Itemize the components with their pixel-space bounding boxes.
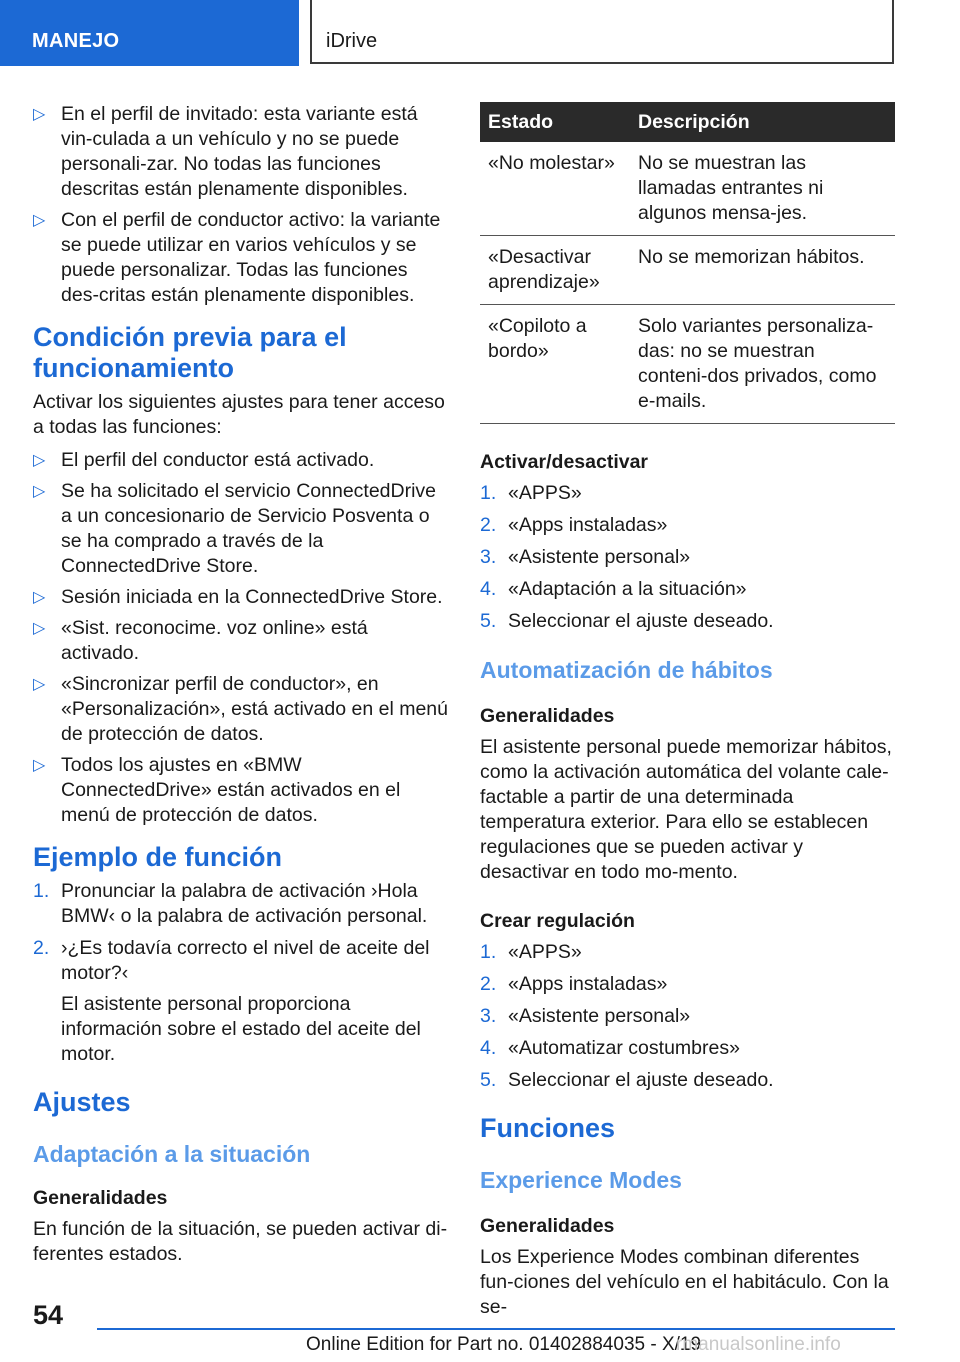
footer-rule [97,1328,895,1330]
table-cell: Solo variantes personaliza-das: no se muestran conteni-dos privados, como e-mails. [630,305,895,424]
list-item: ▷ Todos los ajustes en «BMW ConnectedDrive» están activados en el menú de protección de datos. [33,754,401,826]
list-item: ▷ Sesión iniciada en la ConnectedDrive Store. [33,586,443,608]
list-item: ▷ El perfil del conductor está activado. [33,449,375,471]
step-number: 1. [480,941,497,963]
table-cell: «Copiloto a bordo» [480,305,630,424]
triangle-bullet-icon: ▷ [33,757,46,774]
list-item: 1. Pronunciar la palabra de activación ›Hola BMW‹ o la palabra de activación personal. [33,880,428,927]
edition-note: Online Edition for Part no. 01402884035 - X/19 [306,1334,702,1355]
triangle-bullet-icon: ▷ [33,483,46,500]
chapter-title: iDrive [326,30,378,52]
column-header: Estado [480,102,630,142]
triangle-bullet-icon: ▷ [33,452,46,469]
step-number: 2. [480,514,497,536]
list-item: ▷ «Sist. reconocime. voz online» está activado. [33,617,368,664]
step-number: 3. [480,546,497,568]
step-number: 1. [480,482,497,504]
habits-text: El asistente personal puede memorizar hábitos, como la activación automática del volante cale-factable a partir de una determinada temperatura exterior. Para ello se establecen regulaciones que se pueden activar y desactivar en todo mo-mento. [480,736,892,883]
modes-text: Los Experience Modes combinan diferentes fun-ciones del vehículo en el habitáculo. Con la se- [480,1246,889,1318]
list-item: 3. «Asistente personal» [480,1005,691,1027]
section-tab [0,0,299,66]
list-item: 5. Seleccionar el ajuste deseado. [480,1069,774,1091]
list-item: 5. Seleccionar el ajuste deseado. [480,610,774,632]
step-number: 4. [480,578,497,600]
list-item: ▷ En el perfil de invitado: esta variante está vin-culada a un vehículo y no se puede personali-zar. No todas las funciones descritas están plenamente disponibles. [33,103,418,200]
create-heading: Crear regulación [480,910,635,932]
list-item: ▷ Se ha solicitado el servicio ConnectedDrive a un concesionario de Servicio Posventa o se ha comprado a través de la ConnectedDrive Store. [33,480,437,577]
right-column [480,102,895,1320]
prereq-bullet-list [33,448,449,828]
watermark: rmanualsonline.info [676,1334,841,1355]
example-steps [33,879,449,1067]
list-item: 4. «Adaptación a la situación» [480,578,747,600]
toggle-heading: Activar/desactivar [480,451,649,473]
step-number: 2. [33,937,50,959]
table-cell: «No molestar» [480,142,630,236]
adapt-heading: Adaptación a la situación [33,1141,311,1167]
list-item: 4. «Automatizar costumbres» [480,1037,740,1059]
list-item: 2. ›¿Es todavía correcto el nivel de aceite del motor?‹ El asistente personal proporciona información sobre el estado del aceite del motor. [33,936,449,1067]
general-text: En función de la situación, se pueden activar di-ferentes estados. [33,1218,448,1265]
table-cell: «Desactivar aprendizaje» [480,236,630,305]
modes-general-heading: Generalidades [480,1215,615,1237]
triangle-bullet-icon: ▷ [33,106,46,123]
step-number: 5. [480,610,497,632]
table-cell: No se muestran las llamadas entrantes ni algunos mensa-jes. [630,142,895,236]
step-number: 4. [480,1037,497,1059]
table-row [480,142,895,236]
example-note: El asistente personal proporciona información sobre el estado del aceite del motor. [61,993,421,1065]
column-header: Descripción [630,102,895,142]
triangle-bullet-icon: ▷ [33,589,46,606]
settings-heading: Ajustes [33,1087,131,1117]
prereq-heading: Condición previa para el funcionamiento [33,322,347,383]
state-table [480,102,895,424]
general-heading: Generalidades [33,1187,168,1209]
table-row [480,236,895,305]
list-item: ▷ Con el perfil de conductor activo: la variante se puede utilizar en varios vehículos y se puede personalizar. Todas las funciones des-critas están plenamente disponibles. [33,209,441,306]
section-title: MANEJO [32,30,120,52]
intro-bullet-list [33,102,449,308]
table-cell: No se memorizan hábitos. [630,236,895,305]
toggle-steps [480,481,895,634]
triangle-bullet-icon: ▷ [33,212,46,229]
habits-general-heading: Generalidades [480,705,615,727]
list-item: ▷ «Sincronizar perfil de conductor», en «Personalización», está activado en el menú de protección de datos. [33,673,448,745]
example-heading: Ejemplo de función [33,842,283,872]
triangle-bullet-icon: ▷ [33,676,46,693]
habits-heading: Automatización de hábitos [480,657,773,683]
step-number: 1. [33,880,50,902]
functions-heading: Funciones [480,1113,616,1143]
create-steps [480,940,895,1093]
table-header-row [480,102,895,142]
table-row [480,305,895,424]
list-item: 2. «Apps instaladas» [480,973,668,995]
step-number: 5. [480,1069,497,1091]
prereq-text: Activar los siguientes ajustes para tener acceso a todas las funciones: [33,391,445,438]
list-item: 1. «APPS» [480,482,582,504]
step-number: 2. [480,973,497,995]
modes-heading: Experience Modes [480,1167,682,1193]
list-item: 2. «Apps instaladas» [480,514,668,536]
list-item: 3. «Asistente personal» [480,546,691,568]
chapter-header [310,0,894,64]
left-column [33,102,449,1267]
list-item: 1. «APPS» [480,941,582,963]
triangle-bullet-icon: ▷ [33,620,46,637]
step-number: 3. [480,1005,497,1027]
page-number: 54 [33,1300,64,1330]
